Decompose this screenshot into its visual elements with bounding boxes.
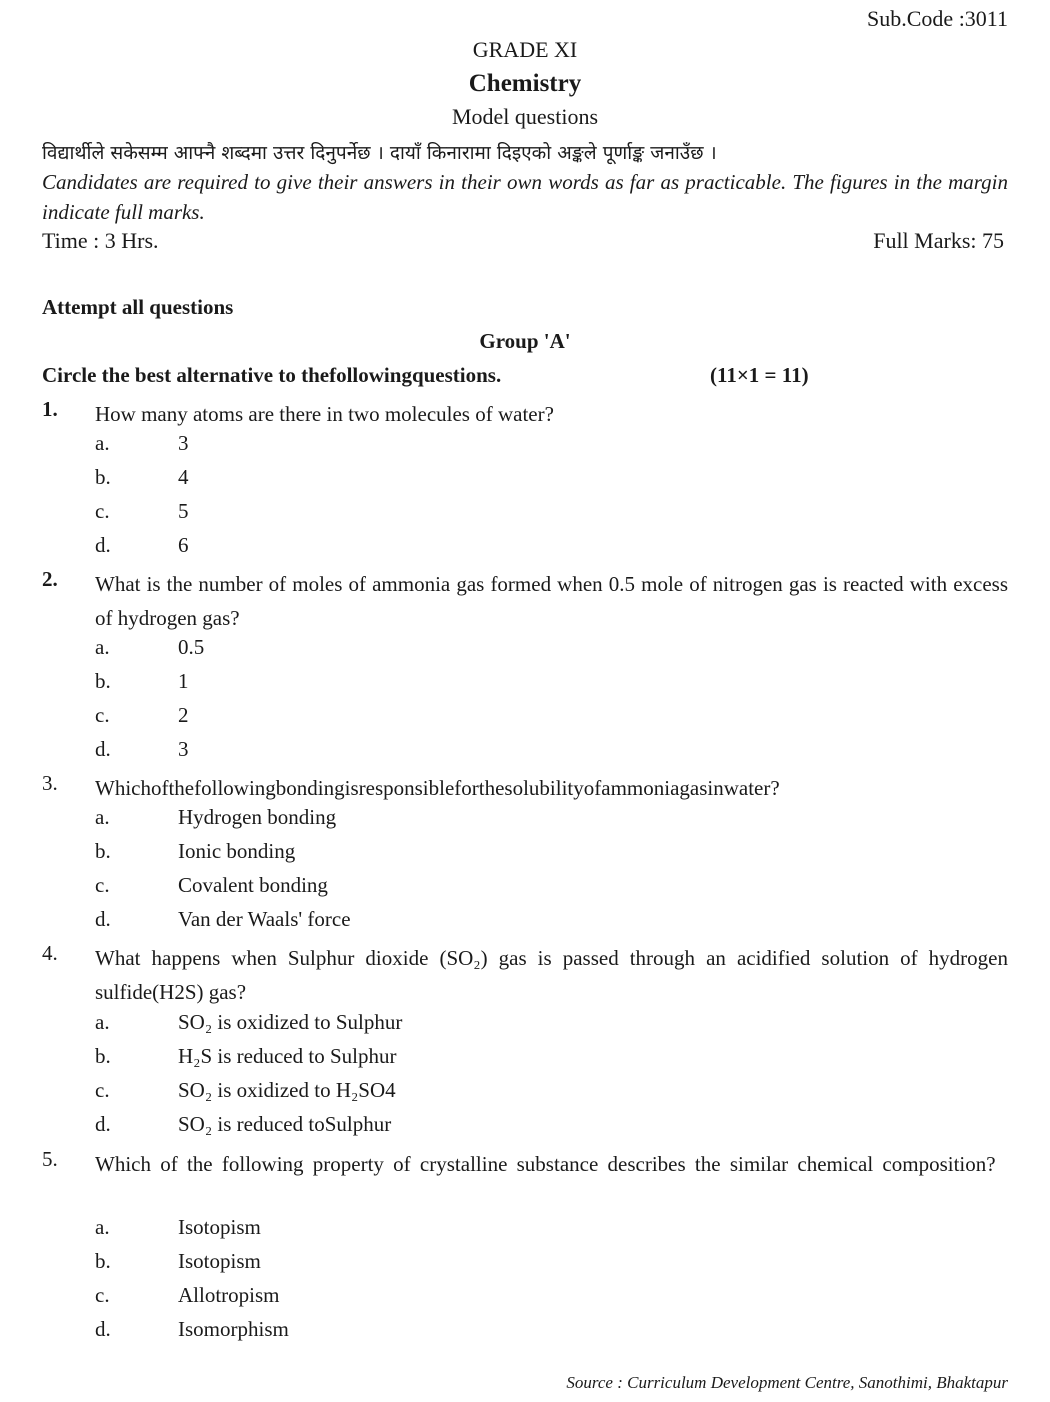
option (42, 1317, 1008, 1347)
option-letter: a. (95, 1215, 110, 1239)
question-number: 2. (42, 567, 58, 591)
option-value: 1 (178, 669, 189, 693)
option-value: 5 (178, 499, 189, 523)
subject-code: Sub.Code :3011 (867, 6, 1008, 31)
section-marks: (11×1 = 11) (710, 363, 809, 387)
option (42, 1010, 1008, 1040)
option-value: SO₂ is reduced toSulphur (178, 1112, 392, 1136)
question-text: Whichofthefollowingbondingisresponsibleforthesolubilityofammoniagasinwater? (95, 776, 780, 800)
option-value: 2 (178, 703, 189, 727)
group-heading: Group 'A' (479, 329, 571, 353)
subject-title: Chemistry (468, 70, 582, 97)
option-letter: a. (95, 635, 110, 659)
option (42, 805, 1008, 835)
option-letter: a. (95, 805, 110, 829)
option-letter: d. (95, 533, 111, 557)
option (42, 465, 1008, 495)
option-letter: c. (95, 1283, 110, 1307)
option-letter: b. (95, 669, 111, 693)
option-letter: c. (95, 873, 110, 897)
option-value: 0.5 (178, 635, 205, 659)
option-letter: d. (95, 1112, 111, 1136)
paper-title: Model questions (451, 104, 599, 129)
option-value: 6 (178, 533, 189, 557)
option-letter: d. (95, 907, 111, 931)
option (42, 1078, 1008, 1108)
option (42, 669, 1008, 699)
full-marks: Full Marks: 75 (873, 228, 1004, 253)
question-number: 3. (42, 771, 58, 795)
option-letter: b. (95, 1249, 111, 1273)
option (42, 737, 1008, 767)
option (42, 839, 1008, 869)
option-value: Hydrogen bonding (178, 805, 337, 829)
option-value: H₂S is reduced to Sulphur (178, 1044, 397, 1068)
option-value: 3 (178, 431, 189, 455)
question-number: 1. (42, 397, 58, 421)
option (42, 499, 1008, 529)
option-value: Isomorphism (178, 1317, 289, 1341)
attempt-all-heading: Attempt all questions (42, 295, 234, 319)
option-value: Allotropism (178, 1283, 280, 1307)
option-letter: c. (95, 1078, 110, 1102)
option (42, 1283, 1008, 1313)
exam-time: Time : 3 Hrs. (42, 228, 159, 253)
nepali-instruction: विद्यार्थीले सकेसम्म आफ्नै शब्दमा उत्तर दिनुपर्नेछ । दायाँ किनारामा दिइएको अङ्कले पूर्णाङ्क जनाउँछ । (42, 142, 717, 164)
option-value: SO₂ is oxidized to Sulphur (178, 1010, 403, 1034)
option (42, 533, 1008, 563)
option-letter: d. (95, 1317, 111, 1341)
option (42, 431, 1008, 461)
question-number: 4. (42, 941, 58, 965)
option-letter: b. (95, 839, 111, 863)
option-letter: b. (95, 465, 111, 489)
question-text: Which of the following property of crystalline substance describes the similar chemical composition? (95, 1152, 996, 1176)
question-text: What is the number of moles of ammonia gas formed when 0.5 mole of nitrogen gas is reacted with excess of hydrogen gas? (95, 572, 1008, 630)
question-text: How many atoms are there in two molecules of water? (95, 402, 554, 426)
option (42, 1249, 1008, 1279)
option (42, 1215, 1008, 1245)
option-value: 3 (178, 737, 189, 761)
option-letter: c. (95, 703, 110, 727)
option-value: Van der Waals' force (178, 907, 351, 931)
option-value: Isotopism (178, 1215, 261, 1239)
option-letter: a. (95, 431, 110, 455)
option-value: Isotopism (178, 1249, 261, 1273)
option (42, 703, 1008, 733)
english-instruction: Candidates are required to give their answers in their own words as far as practicable. The figures in the margin indicate full marks. (42, 170, 1008, 224)
option (42, 873, 1008, 903)
exam-page (42, 0, 1008, 1402)
option (42, 1112, 1008, 1142)
option-letter: a. (95, 1010, 110, 1034)
source-credit: Source : Curriculum Development Centre, Sanothimi, Bhaktapur (566, 1373, 1008, 1392)
option-value: Ionic bonding (178, 839, 296, 863)
option-letter: d. (95, 737, 111, 761)
question-number: 5. (42, 1147, 58, 1171)
grade-heading: GRADE XI (472, 37, 578, 62)
option-letter: c. (95, 499, 110, 523)
option-value: 4 (178, 465, 189, 489)
question-text: What happens when Sulphur dioxide (SO₂) gas is passed through an acidified solution of hydrogen sulfide(H2S) gas? (95, 946, 1008, 1004)
option-value: SO₂ is oxidized to H₂SO4 (178, 1078, 396, 1102)
option-value: Covalent bonding (178, 873, 328, 897)
option (42, 907, 1008, 937)
section-instruction: Circle the best alternative to thefollowingquestions. (42, 363, 502, 387)
option (42, 1044, 1008, 1074)
option (42, 635, 1008, 665)
option-letter: b. (95, 1044, 111, 1068)
